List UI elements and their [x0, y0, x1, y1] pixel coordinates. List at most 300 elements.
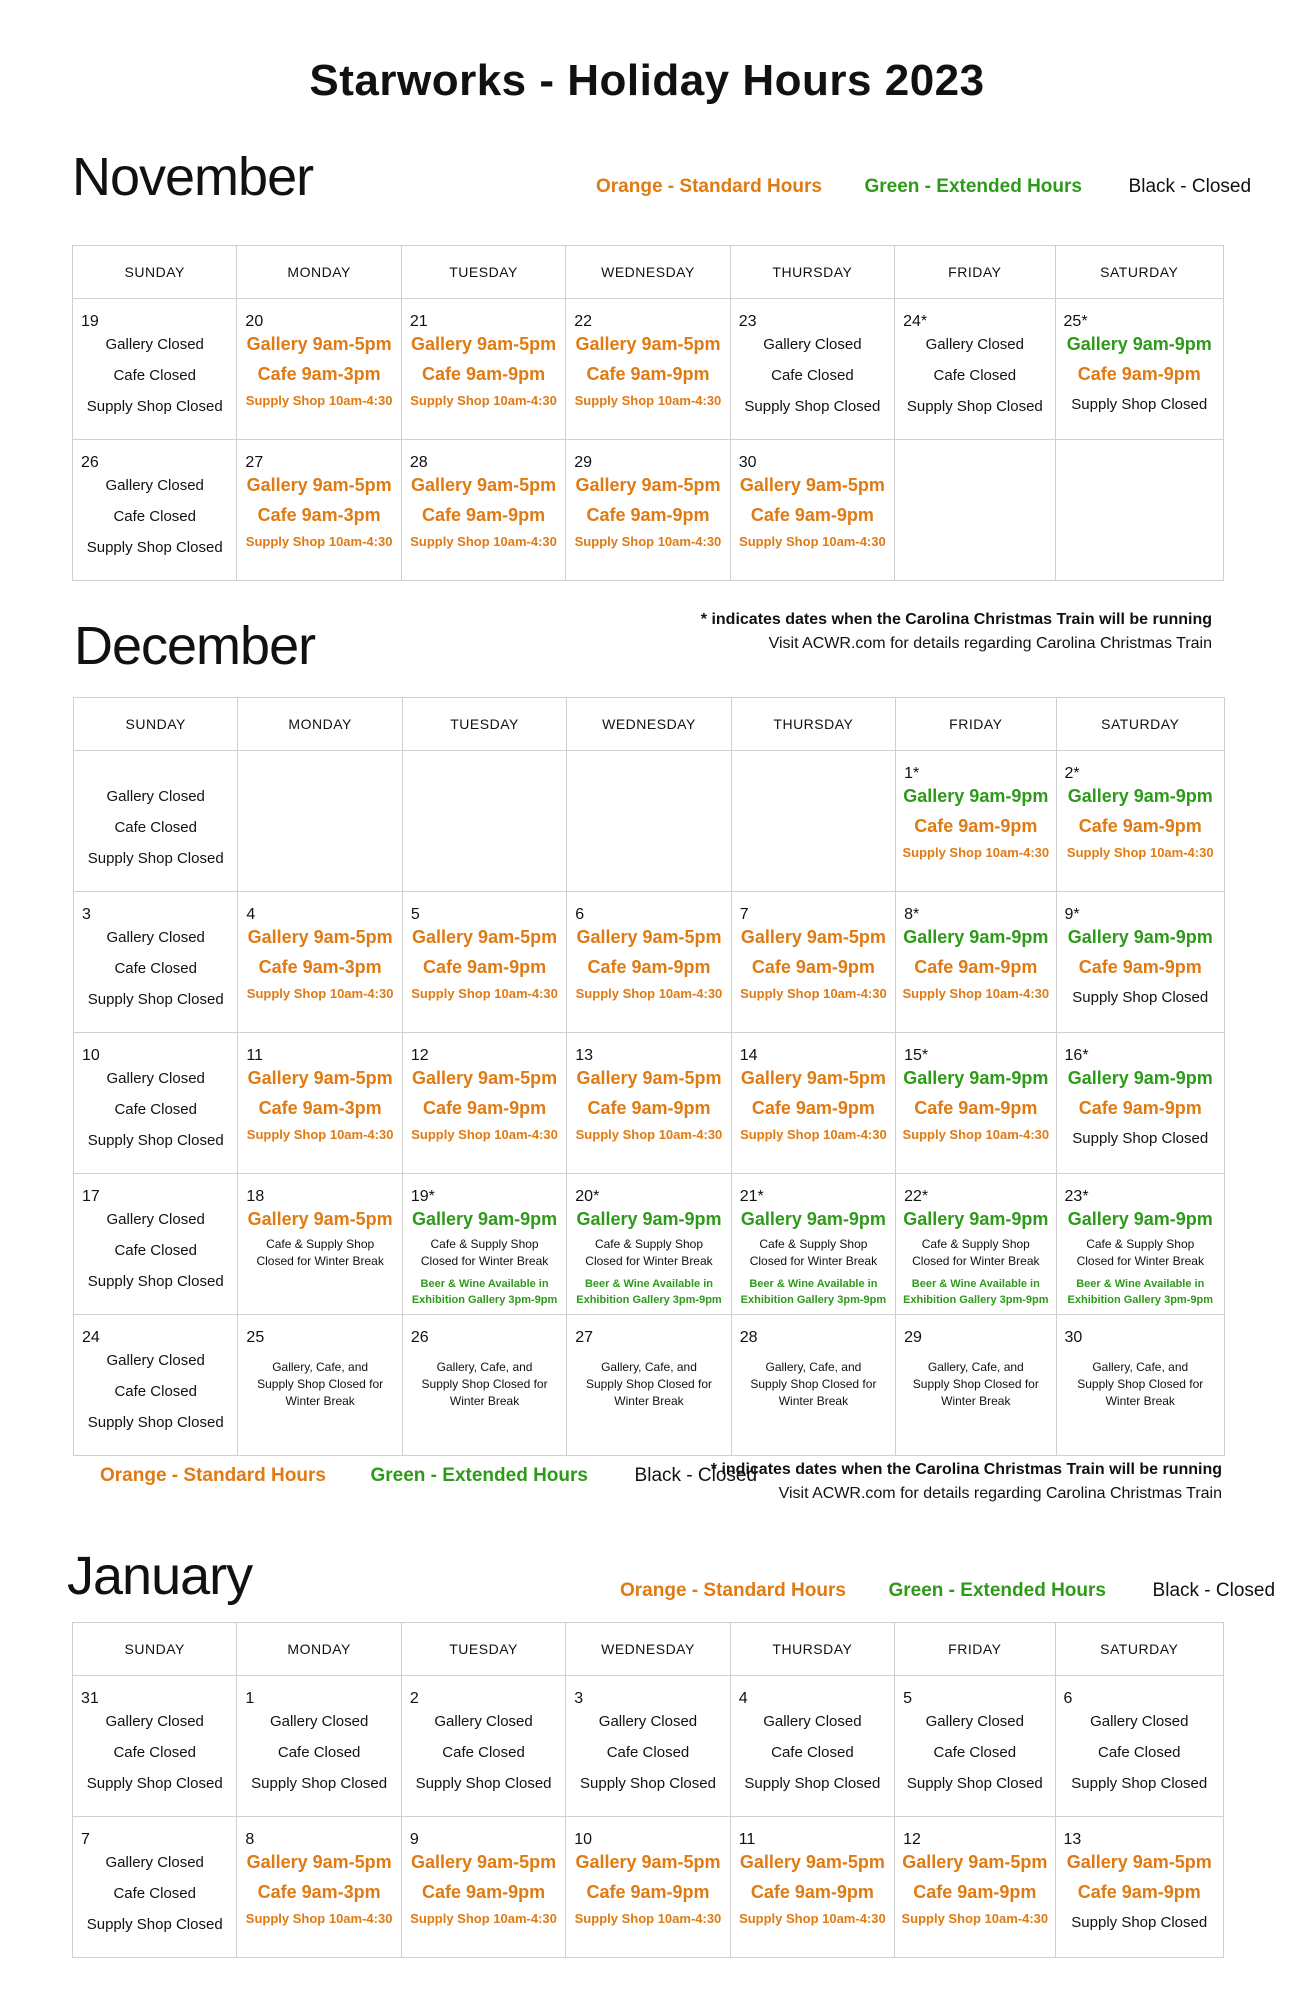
closed-line: Cafe Closed — [442, 1744, 525, 1761]
day-number: 2 — [409, 1690, 419, 1707]
closed-line: Gallery Closed — [106, 1352, 205, 1369]
day-number: 13 — [575, 1047, 594, 1064]
day-cell — [237, 1817, 401, 1958]
standard-hours-line: Cafe 9am-3pm — [257, 1882, 381, 1902]
closed-line: Supply Shop Closed — [1072, 989, 1209, 1006]
supply-shop-hours-line: Supply Shop 10am-4:30 — [574, 534, 722, 549]
day-cell — [73, 299, 237, 440]
day-cell — [567, 751, 731, 892]
legend-green: Green - Extended Hours — [864, 176, 1082, 197]
standard-hours-line: Gallery 9am-5pm — [739, 1852, 885, 1872]
standard-hours-line: Cafe 9am-9pm — [586, 1882, 710, 1902]
hours-list — [237, 1676, 400, 1799]
supply-shop-hours-line: Supply Shop 10am-4:30 — [739, 1911, 886, 1926]
standard-hours-line: Cafe 9am-9pm — [422, 1882, 546, 1902]
hours-list — [896, 892, 1055, 1006]
hours-list — [74, 892, 237, 1015]
day-number: 1 — [245, 1690, 255, 1707]
calendar-january — [72, 1622, 1224, 1958]
week-row — [73, 440, 1224, 581]
supply-shop-hours-line: Supply Shop 10am-4:30 — [410, 1911, 557, 1926]
weekday-header: SUNDAY — [74, 698, 238, 751]
closed-line: Gallery Closed — [925, 336, 1024, 353]
day-number: 6 — [575, 906, 585, 923]
day-cell — [1055, 1817, 1223, 1958]
day-cell — [567, 892, 731, 1033]
hours-list — [731, 1676, 894, 1799]
standard-hours-line: Gallery 9am-5pm — [411, 1852, 557, 1872]
standard-hours-line: Cafe 9am-9pm — [422, 364, 546, 384]
supply-shop-hours-line: Supply Shop 10am-4:30 — [902, 1127, 1050, 1142]
day-number: 18 — [246, 1188, 265, 1205]
extended-hours-line: Gallery 9am-9pm — [903, 927, 1049, 947]
hours-list — [73, 1817, 236, 1940]
standard-hours-line: Cafe 9am-9pm — [751, 957, 875, 977]
closed-line: Supply Shop Closed — [251, 1775, 388, 1792]
standard-hours-line: Gallery 9am-5pm — [576, 1068, 722, 1088]
legend-green: Green - Extended Hours — [888, 1580, 1106, 1601]
closed-line: Cafe Closed — [114, 819, 197, 836]
supply-shop-hours-line: Supply Shop 10am-4:30 — [740, 986, 887, 1001]
closed-line: Cafe Closed — [933, 1744, 1017, 1761]
hours-list — [732, 892, 895, 1006]
extended-hours-line: Gallery 9am-9pm — [1067, 786, 1213, 806]
standard-hours-line: Cafe 9am-9pm — [914, 1098, 1038, 1118]
standard-hours-line: Gallery 9am-5pm — [247, 927, 393, 947]
closed-line: Cafe Closed — [114, 1101, 197, 1118]
closed-line: Supply Shop Closed — [906, 1775, 1043, 1792]
day-number: 6 — [1063, 1690, 1073, 1707]
closed-line: Cafe Closed — [933, 367, 1017, 384]
standard-hours-line: Gallery 9am-5pm — [246, 1852, 392, 1872]
legend-november — [596, 176, 1251, 198]
day-number: 21 — [409, 313, 428, 330]
closed-line: Cafe Closed — [113, 1885, 196, 1902]
day-number: 20 — [245, 313, 264, 330]
extended-hours-line: Gallery 9am-9pm — [1067, 1209, 1213, 1229]
day-number: 29 — [574, 454, 593, 471]
day-number: 23* — [1064, 1188, 1089, 1205]
supply-shop-hours-line: Supply Shop 10am-4:30 — [245, 393, 393, 408]
day-cell — [566, 1676, 730, 1817]
standard-hours-line: Gallery 9am-5pm — [575, 475, 721, 495]
standard-hours-line: Cafe 9am-9pm — [914, 957, 1038, 977]
closed-line: Gallery Closed — [598, 1713, 698, 1730]
hours-list — [1056, 1676, 1223, 1799]
day-number: 8* — [904, 906, 920, 923]
closed-line: Gallery Closed — [105, 477, 204, 494]
supply-shop-hours-line: Supply Shop 10am-4:30 — [739, 534, 886, 549]
closed-line: Cafe Closed — [114, 1242, 197, 1259]
standard-hours-line: Gallery 9am-5pm — [902, 1852, 1048, 1872]
day-number: 28 — [409, 454, 428, 471]
day-cell — [74, 1315, 238, 1456]
day-number: 15* — [904, 1047, 929, 1064]
day-number: 26 — [410, 1329, 429, 1346]
standard-hours-line: Cafe 9am-9pm — [1077, 1882, 1201, 1902]
standard-hours-line: Cafe 9am-9pm — [750, 505, 874, 525]
day-cell — [238, 751, 402, 892]
day-number: 3 — [82, 906, 91, 923]
weekday-header: SUNDAY — [73, 1623, 237, 1676]
hours-list — [402, 1676, 565, 1799]
supply-shop-hours-line: Supply Shop 10am-4:30 — [902, 845, 1050, 860]
supply-shop-hours-line: Supply Shop 10am-4:30 — [575, 986, 723, 1001]
legend-black: Black - Closed — [1128, 176, 1252, 197]
day-number: 4 — [738, 1690, 748, 1707]
standard-hours-line: Cafe 9am-9pm — [750, 1882, 874, 1902]
day-cell — [238, 1315, 402, 1456]
day-cell — [238, 892, 402, 1033]
standard-hours-line: Cafe 9am-9pm — [423, 957, 547, 977]
weekday-header: SATURDAY — [1056, 698, 1224, 751]
day-cell — [74, 892, 238, 1033]
closed-line: Supply Shop Closed — [87, 850, 224, 867]
week-row — [74, 751, 1225, 892]
day-number: 7 — [739, 906, 749, 923]
extended-hours-line: Gallery 9am-9pm — [1066, 334, 1212, 354]
calendar-december — [73, 697, 1225, 1456]
extended-hours-line: Gallery 9am-9pm — [1067, 1068, 1213, 1088]
hours-list — [403, 751, 566, 781]
closed-line: Supply Shop Closed — [86, 1775, 223, 1792]
extended-hours-line: Gallery 9am-9pm — [1067, 927, 1213, 947]
extended-hours-line: Gallery 9am-9pm — [576, 1209, 722, 1229]
closed-line: Gallery Closed — [106, 1070, 205, 1087]
day-number: 4 — [246, 906, 256, 923]
day-cell — [566, 299, 730, 440]
hours-list — [1057, 892, 1224, 1013]
closed-line: Gallery Closed — [1090, 1713, 1189, 1730]
closed-note: Gallery, Cafe, and Supply Shop Closed for Winter Break — [912, 1360, 1039, 1408]
standard-hours-line: Gallery 9am-5pm — [412, 927, 558, 947]
hours-list — [237, 1817, 400, 1931]
standard-hours-line: Gallery 9am-5pm — [246, 475, 392, 495]
day-number: 30 — [738, 454, 757, 471]
day-number: 12 — [410, 1047, 429, 1064]
weekday-header: SATURDAY — [1055, 246, 1223, 299]
day-number: 10 — [574, 1831, 593, 1848]
standard-hours-line: Cafe 9am-3pm — [258, 1098, 382, 1118]
closed-line: Cafe Closed — [277, 1744, 361, 1761]
standard-hours-line: Gallery 9am-5pm — [740, 1068, 886, 1088]
day-cell — [401, 440, 565, 581]
closed-line: Gallery Closed — [106, 1211, 205, 1228]
beer-wine-note: Beer & Wine Available in Exhibition Gallery 3pm-9pm — [903, 1278, 1049, 1306]
day-cell — [1055, 299, 1223, 440]
day-number: 9 — [409, 1831, 419, 1848]
hours-list — [895, 1676, 1054, 1799]
day-number: 16* — [1064, 1047, 1089, 1064]
legend-green: Green - Extended Hours — [370, 1465, 588, 1486]
day-cell — [896, 751, 1056, 892]
closed-line: Supply Shop Closed — [87, 1132, 224, 1149]
beer-wine-note: Beer & Wine Available in Exhibition Gallery 3pm-9pm — [1067, 1278, 1213, 1306]
weekday-header: THURSDAY — [731, 698, 895, 751]
day-cell — [896, 1315, 1056, 1456]
standard-hours-line: Cafe 9am-9pm — [586, 364, 710, 384]
supply-shop-hours-line: Supply Shop 10am-4:30 — [902, 986, 1050, 1001]
closed-line: Supply Shop Closed — [415, 1775, 552, 1792]
closed-line: Gallery Closed — [763, 336, 862, 353]
week-row — [74, 892, 1225, 1033]
month-title-january: January — [67, 1546, 253, 1606]
weekday-header: TUESDAY — [401, 1623, 565, 1676]
day-number: 19 — [81, 313, 99, 330]
day-cell — [896, 1033, 1056, 1174]
week-row — [73, 299, 1224, 440]
day-cell — [895, 299, 1055, 440]
hours-list — [566, 1676, 729, 1799]
hours-list — [567, 751, 730, 781]
day-number: 5 — [903, 1690, 913, 1707]
supply-shop-hours-line: Supply Shop 10am-4:30 — [246, 986, 394, 1001]
day-cell — [731, 1315, 895, 1456]
day-cell — [895, 1817, 1055, 1958]
week-row — [74, 1033, 1225, 1174]
closed-note: Gallery, Cafe, and Supply Shop Closed for Winter Break — [421, 1360, 548, 1408]
closed-line: Supply Shop Closed — [1071, 396, 1208, 413]
legend-black: Black - Closed — [634, 1465, 758, 1486]
day-cell — [731, 1174, 895, 1315]
supply-shop-hours-line: Supply Shop 10am-4:30 — [1066, 845, 1214, 860]
day-cell — [74, 1033, 238, 1174]
weekday-header: TUESDAY — [402, 698, 566, 751]
day-cell — [566, 1817, 730, 1958]
day-cell — [73, 440, 237, 581]
day-number: 20* — [575, 1188, 600, 1205]
day-number: 8 — [245, 1831, 255, 1848]
day-cell — [731, 892, 895, 1033]
extended-hours-line: Gallery 9am-9pm — [740, 1209, 886, 1229]
closed-note: Cafe & Supply Shop Closed for Winter Break — [1076, 1237, 1204, 1268]
calendar-november — [72, 245, 1224, 581]
day-cell — [401, 1676, 565, 1817]
day-cell — [566, 440, 730, 581]
extended-hours-line: Gallery 9am-9pm — [903, 786, 1049, 806]
standard-hours-line: Gallery 9am-5pm — [1066, 1852, 1212, 1872]
closed-line: Supply Shop Closed — [86, 1916, 223, 1933]
day-cell — [896, 1174, 1056, 1315]
legend-orange: Orange - Standard Hours — [620, 1580, 846, 1601]
day-number: 31 — [81, 1690, 99, 1707]
day-number: 13 — [1063, 1831, 1082, 1848]
day-number: 5 — [410, 906, 420, 923]
day-number: 10 — [82, 1047, 100, 1064]
day-cell — [237, 299, 401, 440]
standard-hours-line: Cafe 9am-9pm — [422, 505, 546, 525]
day-cell — [402, 1174, 566, 1315]
standard-hours-line: Cafe 9am-9pm — [1078, 957, 1202, 977]
beer-wine-note: Beer & Wine Available in Exhibition Gallery 3pm-9pm — [576, 1278, 722, 1306]
weekday-header: WEDNESDAY — [566, 1623, 730, 1676]
hours-list — [238, 751, 401, 781]
closed-line: Supply Shop Closed — [86, 398, 223, 415]
closed-note: Cafe & Supply Shop Closed for Winter Break — [912, 1237, 1040, 1268]
hours-list — [402, 1817, 565, 1931]
day-number: 25 — [246, 1329, 265, 1346]
standard-hours-line: Cafe 9am-3pm — [258, 957, 382, 977]
weekday-header: WEDNESDAY — [567, 698, 731, 751]
day-number: 1* — [904, 765, 920, 782]
standard-hours-line: Cafe 9am-9pm — [914, 816, 1038, 836]
closed-line: Cafe Closed — [113, 508, 196, 525]
hours-list — [1057, 751, 1224, 865]
day-cell — [237, 440, 401, 581]
day-cell — [730, 1676, 894, 1817]
day-number: 14 — [739, 1047, 758, 1064]
standard-hours-line: Cafe 9am-3pm — [257, 364, 381, 384]
closed-line: Gallery Closed — [105, 1713, 204, 1730]
day-cell — [1055, 1676, 1223, 1817]
weekday-header: FRIDAY — [895, 246, 1055, 299]
standard-hours-line: Cafe 9am-3pm — [257, 505, 381, 525]
closed-line: Cafe Closed — [114, 960, 197, 977]
hours-list — [732, 751, 895, 781]
standard-hours-line: Cafe 9am-9pm — [1078, 816, 1202, 836]
hours-list — [895, 440, 1054, 470]
closed-note: Cafe & Supply Shop Closed for Winter Break — [585, 1237, 713, 1268]
month-title-november: November — [72, 147, 314, 207]
day-number: 27 — [575, 1329, 594, 1346]
supply-shop-hours-line: Supply Shop 10am-4:30 — [575, 1127, 723, 1142]
closed-line: Supply Shop Closed — [87, 1414, 224, 1431]
legend-january — [620, 1580, 1275, 1602]
standard-hours-line: Gallery 9am-5pm — [412, 1068, 558, 1088]
closed-line: Supply Shop Closed — [87, 991, 224, 1008]
closed-line: Supply Shop Closed — [906, 398, 1043, 415]
extended-hours-line: Gallery 9am-9pm — [903, 1068, 1049, 1088]
weekday-header: MONDAY — [238, 698, 402, 751]
standard-hours-line: Gallery 9am-5pm — [411, 475, 557, 495]
weekday-header: TUESDAY — [401, 246, 565, 299]
supply-shop-hours-line: Supply Shop 10am-4:30 — [246, 1127, 394, 1142]
day-cell — [1056, 892, 1224, 1033]
day-cell — [731, 751, 895, 892]
hours-list — [238, 892, 401, 1006]
weekday-header: THURSDAY — [730, 1623, 894, 1676]
day-cell — [1056, 751, 1224, 892]
standard-hours-line: Cafe 9am-9pm — [913, 1882, 1037, 1902]
train-note-line2: Visit ACWR.com for details regarding Carolina Christmas Train — [778, 1485, 1222, 1502]
day-cell — [401, 299, 565, 440]
train-note-bottom — [650, 1458, 1222, 1506]
supply-shop-hours-line: Supply Shop 10am-4:30 — [411, 1127, 558, 1142]
weekday-header: WEDNESDAY — [566, 246, 730, 299]
weekday-header: MONDAY — [237, 246, 401, 299]
day-number: 30 — [1064, 1329, 1083, 1346]
weekday-header: THURSDAY — [730, 246, 894, 299]
day-cell — [896, 892, 1056, 1033]
closed-line: Gallery Closed — [106, 929, 205, 946]
day-number: 22* — [904, 1188, 929, 1205]
day-number: 9* — [1064, 906, 1080, 923]
weekday-header: FRIDAY — [896, 698, 1056, 751]
standard-hours-line: Gallery 9am-5pm — [246, 334, 392, 354]
standard-hours-line: Gallery 9am-5pm — [740, 927, 886, 947]
supply-shop-hours-line: Supply Shop 10am-4:30 — [410, 534, 557, 549]
day-cell — [73, 1676, 237, 1817]
standard-hours-line: Gallery 9am-5pm — [739, 475, 885, 495]
day-cell — [730, 299, 894, 440]
closed-line: Cafe Closed — [113, 1744, 196, 1761]
hours-list — [896, 751, 1055, 865]
legend-orange: Orange - Standard Hours — [100, 1465, 326, 1486]
day-cell — [402, 1315, 566, 1456]
page-title: Starworks - Holiday Hours 2023 — [309, 56, 985, 105]
weekday-header: SATURDAY — [1055, 1623, 1223, 1676]
closed-line: Cafe Closed — [771, 367, 854, 384]
closed-line: Gallery Closed — [105, 336, 204, 353]
day-number: 7 — [81, 1831, 90, 1848]
day-number: 11 — [246, 1047, 264, 1064]
legend-black: Black - Closed — [1152, 1580, 1276, 1601]
closed-line: Cafe Closed — [606, 1744, 690, 1761]
day-number: 19* — [410, 1188, 435, 1205]
closed-line: Supply Shop Closed — [1071, 1914, 1208, 1931]
train-note-line1: * indicates dates when the Carolina Christmas Train will be running — [700, 611, 1212, 628]
beer-wine-note: Beer & Wine Available in Exhibition Gallery 3pm-9pm — [411, 1278, 558, 1306]
supply-shop-hours-line: Supply Shop 10am-4:30 — [245, 534, 393, 549]
beer-wine-note: Beer & Wine Available in Exhibition Gallery 3pm-9pm — [740, 1278, 887, 1306]
closed-note: Gallery, Cafe, and Supply Shop Closed for Winter Break — [585, 1360, 713, 1408]
day-number: 3 — [574, 1690, 584, 1707]
closed-note: Cafe & Supply Shop Closed for Winter Break — [256, 1237, 384, 1268]
day-number: 24 — [82, 1329, 100, 1346]
closed-line: Supply Shop Closed — [86, 539, 223, 556]
day-cell — [402, 1033, 566, 1174]
day-cell — [1055, 440, 1223, 581]
day-cell — [1056, 1174, 1224, 1315]
day-cell — [567, 1315, 731, 1456]
closed-line: Gallery Closed — [269, 1713, 369, 1730]
day-cell — [402, 751, 566, 892]
train-note-top — [640, 608, 1212, 656]
closed-note: Gallery, Cafe, and Supply Shop Closed for Winter Break — [750, 1360, 877, 1408]
closed-line: Supply Shop Closed — [1072, 1130, 1209, 1147]
hours-list — [567, 892, 730, 1006]
weekday-header: MONDAY — [237, 1623, 401, 1676]
legend-orange: Orange - Standard Hours — [596, 176, 822, 197]
closed-line: Gallery Closed — [925, 1713, 1024, 1730]
closed-line: Supply Shop Closed — [1071, 1775, 1208, 1792]
standard-hours-line: Cafe 9am-9pm — [1078, 1098, 1202, 1118]
closed-line: Supply Shop Closed — [580, 1775, 716, 1792]
day-number: 11 — [738, 1831, 756, 1848]
closed-note: Gallery, Cafe, and Supply Shop Closed for Winter Break — [1077, 1360, 1204, 1408]
standard-hours-line: Gallery 9am-5pm — [247, 1068, 393, 1088]
day-cell — [895, 1676, 1055, 1817]
day-cell — [238, 1033, 402, 1174]
closed-line: Gallery Closed — [434, 1713, 533, 1730]
day-number: 25* — [1063, 313, 1088, 330]
day-cell — [73, 1817, 237, 1958]
day-cell — [567, 1174, 731, 1315]
supply-shop-hours-line: Supply Shop 10am-4:30 — [574, 1911, 722, 1926]
closed-line: Cafe Closed — [1097, 1744, 1181, 1761]
extended-hours-line: Gallery 9am-9pm — [903, 1209, 1049, 1229]
standard-hours-line: Cafe 9am-9pm — [586, 505, 710, 525]
month-title-december: December — [74, 616, 316, 676]
day-number: 29 — [904, 1329, 922, 1346]
day-cell — [401, 1817, 565, 1958]
closed-line: Supply Shop Closed — [744, 1775, 881, 1792]
week-row — [74, 1174, 1225, 1315]
standard-hours-line: Gallery 9am-5pm — [575, 1852, 721, 1872]
closed-line: Supply Shop Closed — [87, 1273, 224, 1290]
standard-hours-line: Gallery 9am-5pm — [576, 927, 722, 947]
day-cell — [74, 751, 238, 892]
